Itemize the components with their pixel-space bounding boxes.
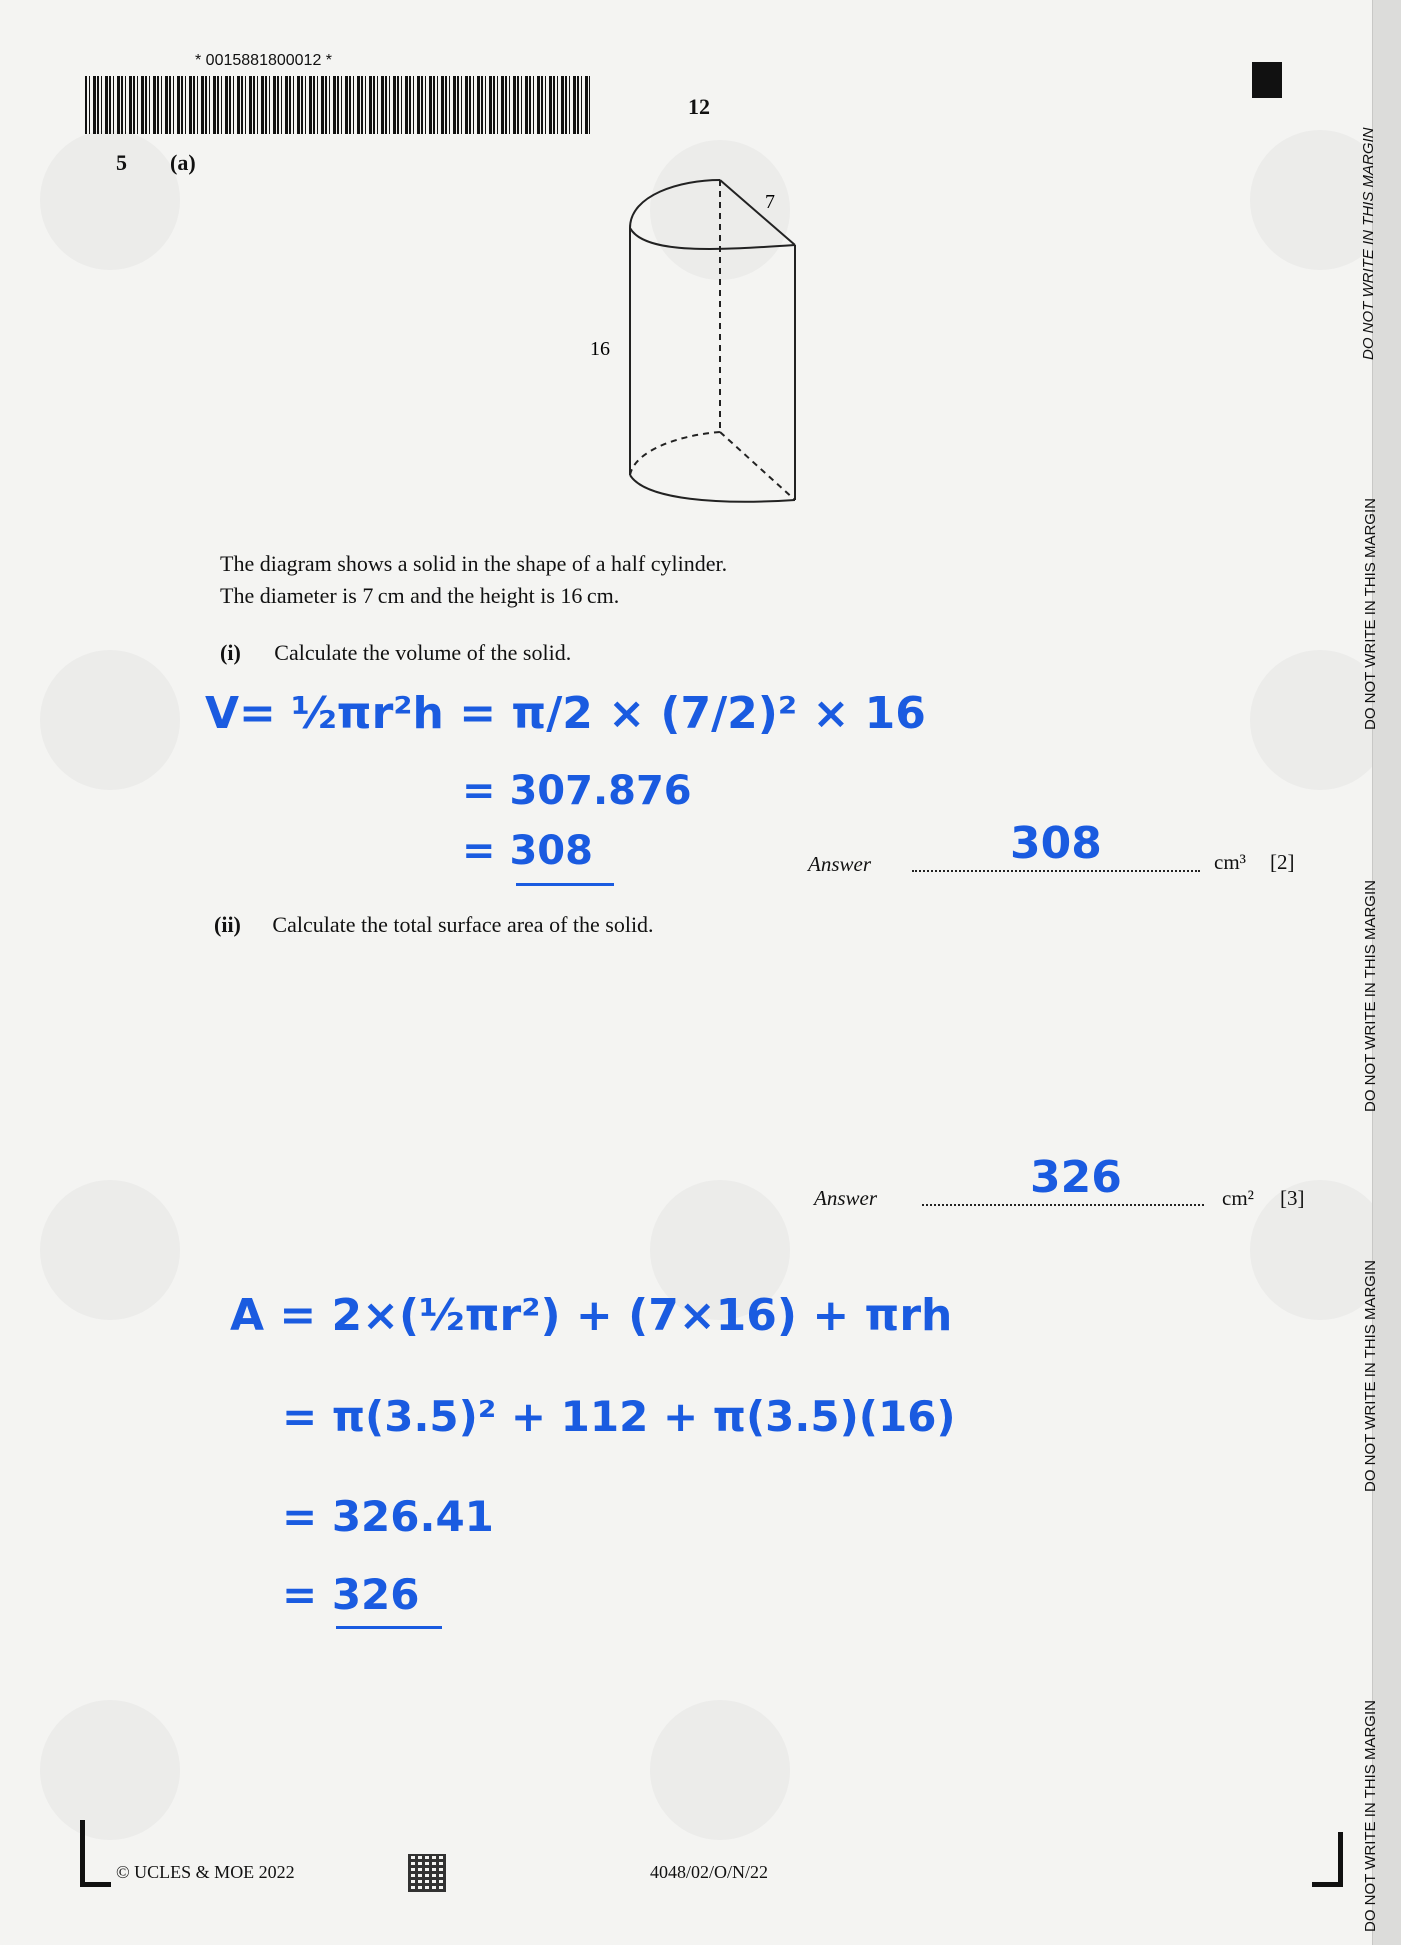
barcode: [85, 76, 590, 134]
page-number: 12: [688, 94, 710, 119]
half-cylinder-diagram: [590, 170, 820, 520]
answer-unit-i: cm³: [1214, 850, 1246, 874]
footer-copyright: © UCLES & MOE 2022: [116, 1862, 295, 1882]
working-i-line-1: V= ½πr²h = π/2 × (7/2)² × 16: [205, 688, 926, 739]
answer-value-i: 308: [1010, 818, 1102, 869]
underline-i: [516, 883, 614, 886]
answer-line-i: [912, 870, 1200, 872]
barcode-number: * 0015881800012 *: [195, 52, 333, 69]
qr-code: [408, 1854, 446, 1892]
working-ii-line-2: = π(3.5)² + 112 + π(3.5)(16): [282, 1392, 956, 1441]
answer-unit-ii: cm²: [1222, 1186, 1254, 1210]
underline-ii: [336, 1626, 442, 1629]
subquestion-i: [220, 640, 571, 666]
question-intro: [220, 548, 727, 612]
subquestion-ii: [214, 912, 654, 938]
intro-line-2: The diameter is 7 cm and the height is 16 cm.: [220, 583, 620, 608]
watermark-logo: [650, 1700, 790, 1840]
question-number: 5: [116, 150, 127, 175]
answer-label-i: Answer: [808, 852, 871, 876]
margin-notice-4: DO NOT WRITE IN THIS MARGIN: [1362, 1260, 1379, 1492]
margin-notice-5: DO NOT WRITE IN THIS MARGIN: [1362, 1700, 1379, 1932]
margin-notice-1: DO NOT WRITE IN THIS MARGIN: [1360, 127, 1377, 360]
answer-label-ii: Answer: [814, 1186, 877, 1210]
watermark-logo: [40, 650, 180, 790]
marks-i: [2]: [1270, 850, 1295, 874]
working-ii-line-1: A = 2×(½πr²) + (7×16) + πrh: [230, 1290, 953, 1341]
working-i-line-2: = 307.876: [462, 768, 692, 814]
corner-mark-left: [80, 1820, 111, 1887]
height-label: 16: [590, 338, 610, 360]
footer-paper-code: 4048/02/O/N/22: [650, 1862, 769, 1882]
subquestion-ii-text: Calculate the total surface area of the solid.: [272, 912, 654, 937]
question-part: (a): [170, 150, 196, 175]
margin-notice-2: DO NOT WRITE IN THIS MARGIN: [1362, 498, 1379, 730]
watermark-logo: [40, 1180, 180, 1320]
subquestion-i-label: (i): [220, 640, 241, 665]
margin-notice-3: DO NOT WRITE IN THIS MARGIN: [1362, 880, 1379, 1112]
marks-ii: [3]: [1280, 1186, 1305, 1210]
working-ii-line-4: = 326: [282, 1570, 420, 1619]
working-i-line-3: = 308: [462, 828, 593, 874]
subquestion-i-text: Calculate the volume of the solid.: [274, 640, 572, 665]
answer-value-ii: 326: [1030, 1152, 1122, 1203]
corner-mark-right: [1312, 1832, 1343, 1887]
watermark-logo: [40, 1700, 180, 1840]
watermark-logo: [40, 130, 180, 270]
slant-label: 7: [765, 191, 775, 213]
intro-line-1: The diagram shows a solid in the shape of a half cylinder.: [220, 551, 728, 576]
working-ii-line-3: = 326.41: [282, 1492, 494, 1541]
answer-line-ii: [922, 1204, 1204, 1206]
registration-mark: [1252, 62, 1282, 98]
subquestion-ii-label: (ii): [214, 912, 241, 937]
